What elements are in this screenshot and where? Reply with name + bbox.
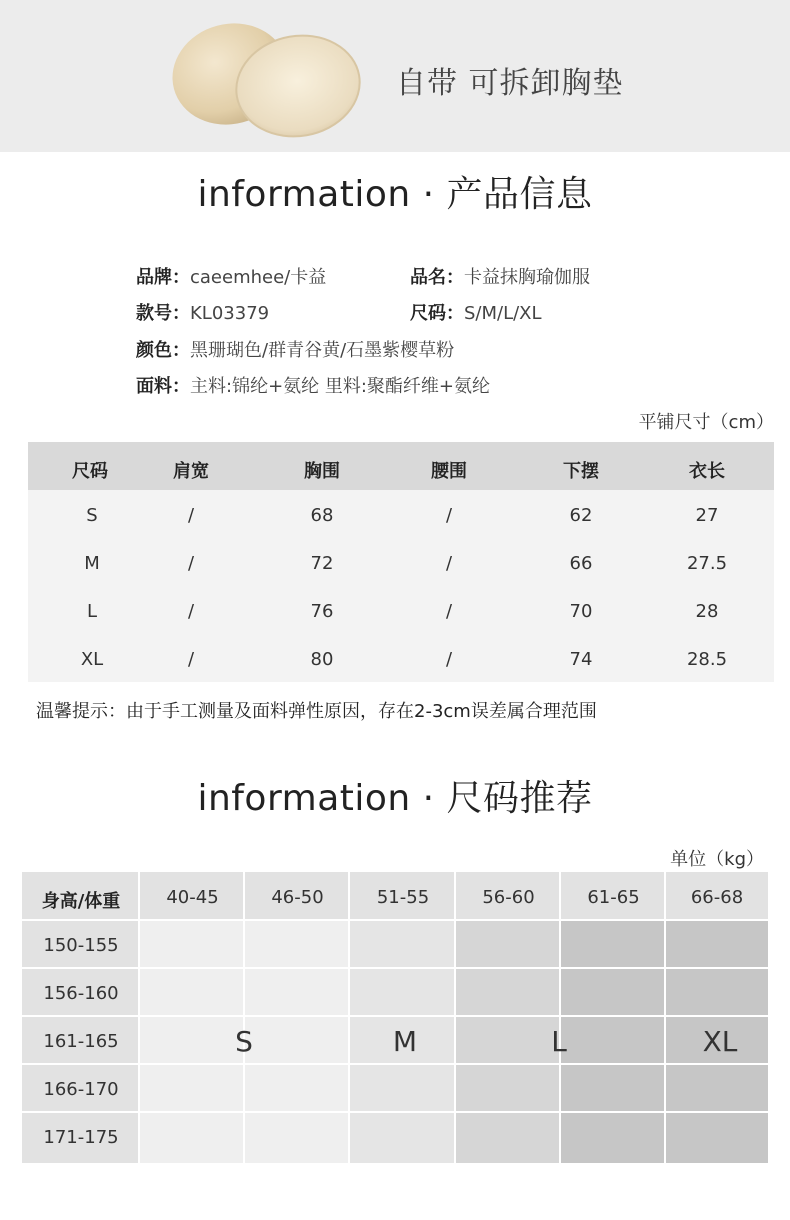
size-cell: / — [445, 505, 453, 526]
recommend-size-label: L — [551, 1025, 567, 1058]
size-table-unit: 平铺尺寸（cm） — [638, 412, 774, 433]
size-header-cell: 尺码 — [72, 461, 108, 482]
recommend-weight-label: 46-50 — [271, 887, 324, 908]
recommend-weight-label: 61-65 — [587, 887, 640, 908]
size-cell: 80 — [310, 649, 334, 670]
recommend-grid-cell — [561, 1113, 664, 1163]
recommend-weight-label: 51-55 — [376, 887, 430, 908]
recommend-weight-label: 56-60 — [482, 887, 535, 908]
recommend-grid-cell — [350, 921, 454, 967]
recommend-grid-cell — [140, 1017, 243, 1063]
recommend-grid-cell — [666, 921, 768, 967]
recommend-grid-cell — [140, 1065, 243, 1111]
size-cell: 66 — [569, 553, 593, 574]
size-header-cell: 衣长 — [689, 461, 725, 482]
size-cell: 27.5 — [686, 553, 728, 574]
recommend-grid-cell — [245, 921, 348, 967]
recommend-grid-cell — [561, 1065, 664, 1111]
size-cell: 27 — [695, 505, 719, 526]
size-header-cell: 腰围 — [431, 461, 467, 482]
info-size — [410, 299, 542, 325]
recommend-grid-cell — [561, 921, 664, 967]
size-cell: 70 — [569, 601, 593, 622]
recommend-grid-cell — [350, 1065, 454, 1111]
size-header-cell: 下摆 — [563, 461, 599, 482]
recommend-grid-cell — [245, 1065, 348, 1111]
size-cell: XL — [80, 649, 104, 670]
recommend-grid-cell — [245, 969, 348, 1015]
size-cell: 28 — [695, 601, 719, 622]
bra-pads-image — [160, 12, 390, 142]
recommend-grid-cell — [456, 1065, 559, 1111]
info-fabric-key: 面料： — [136, 376, 190, 397]
size-cell: 76 — [310, 601, 334, 622]
section-title-product-info: information · 产品信息 — [197, 174, 593, 215]
recommend-height-label: 166-170 — [43, 1079, 119, 1100]
info-brand-value: caeemhee/卡益 — [190, 267, 327, 288]
info-style-no — [136, 299, 269, 325]
size-cell: / — [445, 649, 453, 670]
recommend-grid-cell — [140, 969, 243, 1015]
recommend-weight-label: 40-45 — [166, 887, 219, 908]
recommend-unit: 单位（kg） — [670, 849, 764, 870]
recommend-grid-cell — [456, 1113, 559, 1163]
size-header-cell: 肩宽 — [173, 461, 209, 482]
recommend-grid-cell — [561, 969, 664, 1015]
size-cell: L — [86, 601, 98, 622]
recommend-size-label: S — [235, 1025, 253, 1058]
size-cell: / — [187, 601, 195, 622]
size-cell: S — [86, 505, 98, 526]
banner-text: 自带 可拆卸胸垫 — [396, 66, 624, 101]
recommend-height-label: 150-155 — [43, 935, 119, 956]
size-cell: 72 — [310, 553, 334, 574]
recommend-weight-label: 66-68 — [690, 887, 744, 908]
recommend-height-label: 156-160 — [43, 983, 119, 1004]
recommend-height-label: 161-165 — [43, 1031, 119, 1052]
recommend-grid-cell — [456, 921, 559, 967]
recommend-grid-cell — [456, 1017, 559, 1063]
recommend-size-label: XL — [702, 1025, 738, 1058]
recommend-height-label: 171-175 — [43, 1127, 119, 1148]
info-color — [136, 336, 454, 362]
size-cell: / — [187, 553, 195, 574]
recommend-grid-cell — [245, 1113, 348, 1163]
info-name — [410, 263, 590, 289]
measurement-tip: 温馨提示：由于手工测量及面料弹性原因，存在2-3cm误差属合理范围 — [36, 701, 597, 722]
info-color-value: 黑珊瑚色/群青谷黄/石墨紫樱草粉 — [190, 340, 455, 361]
info-style-no-value: KL03379 — [190, 303, 270, 324]
info-size-value: S/M/L/XL — [464, 303, 542, 324]
section-title-size-recommend: information · 尺码推荐 — [197, 778, 593, 819]
info-brand-key: 品牌： — [136, 267, 190, 288]
recommend-grid-cell — [666, 969, 768, 1015]
recommend-grid-cell — [456, 969, 559, 1015]
info-color-key: 颜色： — [136, 340, 190, 361]
info-style-no-key: 款号： — [136, 303, 190, 324]
recommend-grid-cell — [666, 1065, 768, 1111]
size-recommend-table — [22, 872, 768, 1163]
recommend-size-label: M — [392, 1025, 418, 1058]
recommend-grid-cell — [350, 1113, 454, 1163]
banner — [0, 0, 790, 152]
recommend-grid-cell — [140, 1113, 243, 1163]
size-header-cell: 胸围 — [304, 461, 340, 482]
info-brand — [136, 263, 326, 289]
info-size-key: 尺码： — [410, 303, 464, 324]
info-fabric-value: 主料:锦纶+氨纶 里料:聚酯纤维+氨纶 — [190, 376, 491, 397]
recommend-corner-label: 身高/体重 — [41, 891, 121, 912]
size-cell: 62 — [569, 505, 593, 526]
recommend-grid-cell — [666, 1113, 768, 1163]
size-cell: / — [187, 649, 195, 670]
info-fabric — [136, 372, 490, 398]
size-cell: / — [445, 601, 453, 622]
size-table — [28, 442, 774, 682]
recommend-grid-cell — [245, 1017, 348, 1063]
recommend-grid-cell — [140, 921, 243, 967]
info-name-key: 品名： — [410, 267, 464, 288]
size-cell: / — [187, 505, 195, 526]
size-cell: 68 — [310, 505, 334, 526]
size-table-header — [28, 442, 774, 490]
size-cell: 74 — [569, 649, 593, 670]
size-cell: M — [84, 553, 100, 574]
info-name-value: 卡益抹胸瑜伽服 — [464, 267, 590, 288]
size-cell: / — [445, 553, 453, 574]
recommend-grid-cell — [350, 969, 454, 1015]
recommend-grid-cell — [561, 1017, 664, 1063]
size-cell: 28.5 — [686, 649, 728, 670]
